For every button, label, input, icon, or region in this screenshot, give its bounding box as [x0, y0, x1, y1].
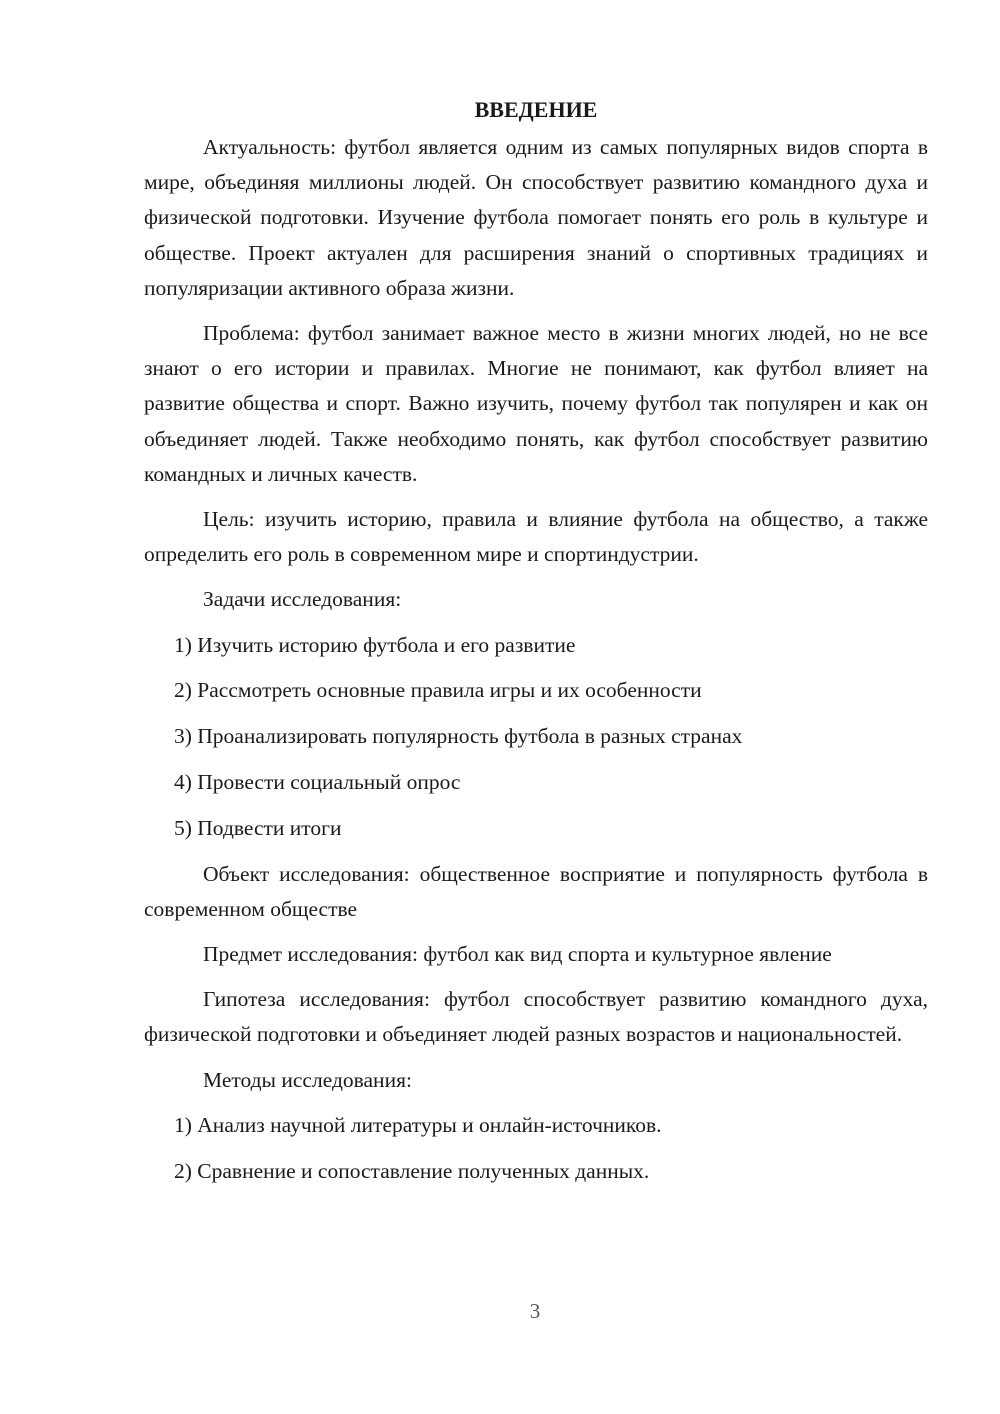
goal-paragraph: Цель: изучить историю, правила и влияние футбола на общество, а также определить его роль в современном мире и спортиндустрии.	[144, 507, 928, 567]
list-item: 1) Анализ научной литературы и онлайн-источников.	[174, 1112, 662, 1137]
list-item: 2) Сравнение и сопоставление полученных данных.	[174, 1158, 650, 1183]
problem-paragraph: Проблема: футбол занимает важное место в жизни многих людей, но не все знают о его истории и правилах. Многие не понимают, как футбол влияет на развитие общества и спорт. Важно изучить, почему футбол так популярен и как он объединяет людей. Также необходимо понять, как футбол способствует развитию командных и личных качеств.	[144, 321, 928, 486]
list-item: 3) Проанализировать популярность футбола в разных странах	[174, 724, 743, 749]
list-item: 5) Подвести итоги	[174, 815, 342, 840]
list-item: 1) Изучить историю футбола и его развитие	[174, 632, 576, 657]
page-number: 3	[529, 1299, 541, 1323]
tasks-list	[144, 628, 928, 846]
hypothesis-paragraph: Гипотеза исследования: футбол способствует развитию командного духа, физической подготовки и объединяет людей разных возрастов и национальностей.	[144, 987, 928, 1047]
list-item: 4) Провести социальный опрос	[174, 770, 461, 795]
object-paragraph: Объект исследования: общественное восприятие и популярность футбола в современном обществе	[144, 861, 928, 921]
list-item: 2) Рассмотреть основные правила игры и их особенности	[174, 678, 702, 703]
methods-list	[144, 1108, 928, 1189]
relevance-paragraph: Актуальность: футбол является одним из самых популярных видов спорта в мире, объединяя миллионы людей. Он способствует развитию командного духа и физической подготовки. Изучение футбола помогает понять его роль в культуре и обществе. Проект актуален для расширения знаний о спортивных традициях и популяризации активного образа жизни.	[144, 135, 928, 300]
tasks-label: Задачи исследования:	[203, 587, 402, 612]
subject-paragraph: Предмет исследования: футбол как вид спорта и культурное явление	[203, 942, 832, 967]
document-page	[144, 92, 928, 1199]
page-title: ВВЕДЕНИЕ	[474, 97, 598, 122]
methods-label: Методы исследования:	[203, 1067, 412, 1092]
